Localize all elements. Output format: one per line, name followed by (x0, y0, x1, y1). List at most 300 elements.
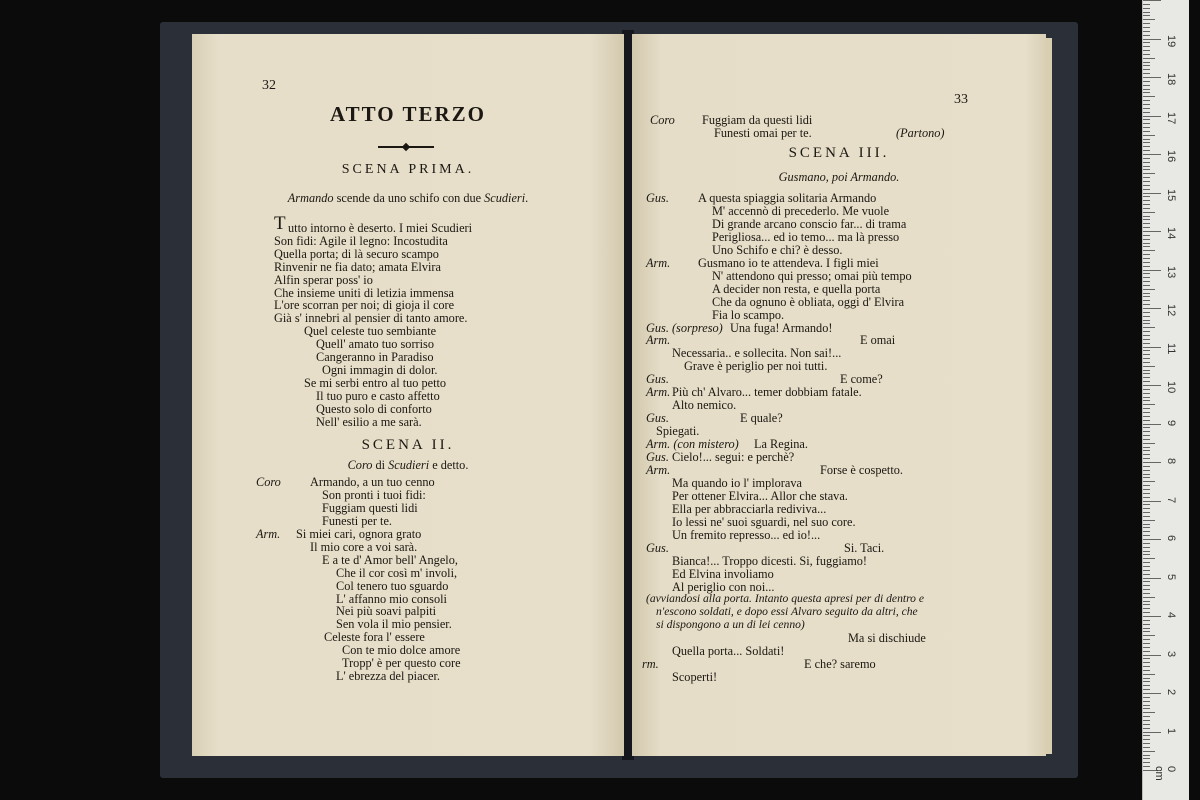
ruler-tick (1143, 254, 1150, 255)
verse-line: Se mi serbi entro al tuo petto (304, 375, 447, 390)
ruler-tick (1143, 385, 1161, 386)
ruler-tick (1143, 150, 1150, 151)
ruler-tick (1143, 262, 1150, 263)
ruler-tick (1143, 235, 1150, 236)
dialogue-line: Un fremito represso... ed io!... (672, 527, 821, 542)
speaker-label: Gus. (646, 191, 669, 205)
ruler-tick (1143, 412, 1150, 413)
dialogue-line: Di grande arcano conscio far... di trama (712, 216, 907, 231)
ruler-tick (1143, 639, 1150, 640)
ruler-tick (1143, 720, 1150, 721)
verse-line: Rinvenir ne fia dato; amata Elvira (274, 259, 441, 274)
ruler-tick (1143, 354, 1150, 355)
ruler-tick (1143, 216, 1150, 217)
ruler-tick (1143, 474, 1150, 475)
ruler-tick (1143, 212, 1155, 213)
ruler-tick (1143, 112, 1150, 113)
ruler-tick (1143, 231, 1161, 232)
ruler-tick (1143, 227, 1150, 228)
ruler-tick (1143, 678, 1150, 679)
ruler-tick (1143, 300, 1150, 301)
speaker-label: Arm. (256, 527, 281, 541)
ruler-tick (1143, 543, 1150, 544)
ruler-tick (1143, 424, 1161, 425)
verse-line: Armando, a un tuo cenno (310, 475, 435, 489)
ruler-number: 7 (1165, 496, 1177, 503)
ruler-tick (1143, 239, 1150, 240)
ruler-tick (1143, 693, 1161, 694)
ruler-number: 11 (1165, 342, 1177, 354)
verse-line: Tropp' è per questo core (342, 656, 461, 670)
ruler-tick (1143, 708, 1150, 709)
ruler-tick (1143, 593, 1150, 594)
verse-line: Che insieme uniti di letizia immensa (274, 285, 454, 300)
ruler-tick (1143, 54, 1150, 55)
ruler-tick (1143, 154, 1161, 155)
ruler-tick (1143, 181, 1150, 182)
ruler-tick (1143, 316, 1150, 317)
verse-line: Fuggiam da questi lidi (702, 113, 813, 127)
ruler-tick (1143, 23, 1150, 24)
ruler-tick (1143, 258, 1150, 259)
page-number: 32 (262, 78, 276, 93)
verse-line: Cangeranno in Paradiso (316, 350, 434, 364)
speaker-label: Arm. (646, 333, 671, 348)
ruler-tick (1143, 724, 1150, 725)
ruler-tick (1143, 601, 1150, 602)
ruler-tick (1143, 289, 1155, 290)
ruler-tick (1143, 497, 1150, 498)
dialogue-line: Ella per abbracciarla rediviva... (672, 501, 827, 516)
ruler-number: 6 (1165, 535, 1177, 542)
ruler-number: 13 (1165, 265, 1177, 278)
verse-line: Il mio core a voi sarà. (310, 539, 418, 554)
ruler-tick (1143, 27, 1150, 28)
ruler-tick (1143, 527, 1150, 528)
ruler-tick (1143, 193, 1161, 194)
speaker-label: Arm. (646, 255, 671, 270)
ruler-tick (1143, 250, 1155, 251)
ruler-number: 5 (1165, 573, 1177, 580)
dialogue-line: Che da ognuno è obliata, oggi d' Elvira (712, 294, 905, 309)
ruler-tick (1143, 404, 1155, 405)
verse-line: Funesti per te. (322, 513, 393, 528)
dialogue-line: Necessaria.. e sollecita. Non sai!... (672, 346, 842, 361)
ruler-tick (1143, 578, 1161, 579)
dialogue-line: Scoperti! (672, 670, 718, 685)
ruler-tick (1143, 608, 1150, 609)
ruler-tick (1143, 716, 1150, 717)
dialogue-line: E omai (860, 333, 896, 348)
dialogue-line: Forse è cospetto. (820, 462, 903, 477)
ruler-tick (1143, 0, 1161, 1)
ruler-tick (1143, 19, 1155, 20)
verse-line: Questo solo di conforto (316, 401, 432, 416)
ruler-tick (1143, 531, 1150, 532)
ruler-tick (1143, 96, 1155, 97)
verse-line: Son fidi: Agile il legno: Incostudita (274, 233, 448, 248)
ruler-tick (1143, 293, 1150, 294)
scene-title: SCENA III. (788, 145, 890, 161)
ruler-tick (1143, 674, 1155, 675)
scene-title: SCENA II. (361, 437, 455, 453)
ruler-tick (1143, 566, 1150, 567)
verse-line: Funesti omai per te. (714, 126, 812, 140)
ruler-tick (1143, 65, 1150, 66)
ruler-tick (1143, 323, 1150, 324)
ruler-tick (1143, 104, 1150, 105)
ruler-tick (1143, 662, 1150, 663)
ruler-tick (1143, 219, 1150, 220)
ruler-tick (1143, 751, 1155, 752)
verse-line: utto intorno è deserto. I miei Scudieri (288, 221, 473, 235)
ruler-tick (1143, 735, 1150, 736)
dialogue-line: E come? (840, 372, 883, 387)
verse-line: Nell' esilio a me sarà. (316, 414, 422, 429)
ruler-tick (1143, 628, 1150, 629)
ruler-tick (1143, 481, 1155, 482)
ruler-tick (1143, 373, 1150, 374)
ruler-tick (1143, 366, 1155, 367)
verse-line: L' ebrezza del piacer. (336, 668, 440, 683)
ruler-number: 3 (1165, 650, 1177, 657)
dialogue-line: M' accennò di precederlo. Me vuole (712, 203, 890, 218)
ruler-tick (1143, 647, 1150, 648)
ruler-number: 12 (1165, 304, 1177, 317)
ruler-tick (1143, 616, 1161, 617)
ruler-tick (1143, 85, 1150, 86)
ruler-tick (1143, 597, 1155, 598)
ruler-tick (1143, 701, 1150, 702)
ruler-tick (1143, 123, 1150, 124)
ruler-tick (1143, 612, 1150, 613)
dialogue-line: Ed Elvina involiamo (672, 566, 774, 581)
ruler-tick (1143, 350, 1150, 351)
ruler-tick (1143, 666, 1150, 667)
ruler-tick (1143, 370, 1150, 371)
speaker-label: rm. (642, 657, 659, 672)
ruler-tick (1143, 158, 1150, 159)
ruler-tick (1143, 620, 1150, 621)
ruler-tick (1143, 512, 1150, 513)
ruler-tick (1143, 562, 1150, 563)
ruler-tick (1143, 58, 1155, 59)
ruler-tick (1143, 739, 1150, 740)
ruler-number: 1 (1165, 727, 1177, 734)
ruler-tick (1143, 408, 1150, 409)
ruler-tick (1143, 377, 1150, 378)
verse-line: Sen vola il mio pensier. (336, 617, 452, 632)
verse-line: Quel celeste tuo sembiante (304, 324, 437, 339)
verse-line: Alfin sperar poss' io (274, 272, 373, 287)
ruler-tick (1143, 358, 1150, 359)
dialogue-line: Bianca!... Troppo dicesti. Si, fuggiamo! (672, 553, 868, 568)
scene-title: SCENA PRIMA. (341, 162, 475, 177)
ruler-tick (1143, 397, 1150, 398)
ruler-tick (1143, 516, 1150, 517)
dialogue-line: Al periglio con noi... (672, 579, 775, 594)
page-number: 33 (954, 92, 968, 107)
verse-line: Nei più soavi palpiti (336, 604, 437, 619)
speaker-label: Gus. (646, 540, 669, 555)
ruler-tick (1143, 685, 1150, 686)
ruler-tick (1143, 462, 1161, 463)
stage-direction-line: n'escono soldati, e dopo essi Alvaro seguito da altri, che (656, 605, 918, 619)
ruler-number: 4 (1165, 612, 1177, 619)
speaker-label: Arm. (con mistero) (646, 437, 739, 452)
ruler-tick (1143, 393, 1150, 394)
ruler-tick (1143, 131, 1150, 132)
dialogue-line: A questa spiaggia solitaria Armando (698, 191, 877, 205)
ruler-tick (1143, 504, 1150, 505)
ruler-tick (1143, 420, 1150, 421)
ruler-tick (1143, 416, 1150, 417)
ruler-tick (1143, 304, 1150, 305)
ruler-tick (1143, 273, 1150, 274)
ruler-number: 0 cm (1153, 766, 1177, 781)
ruler-number: 17 (1165, 111, 1177, 124)
ruler-tick (1143, 12, 1150, 13)
ruler-tick (1143, 285, 1150, 286)
speaker-label: Gus. (646, 411, 669, 426)
stage-direction: Coro di Scudieri e detto. (347, 458, 469, 472)
ruler-tick (1143, 585, 1150, 586)
ruler-tick (1143, 39, 1161, 40)
ruler-tick (1143, 450, 1150, 451)
verse-line: E a te d' Amor bell' Angelo, (322, 552, 458, 567)
measuring-ruler (1142, 0, 1189, 800)
ruler-tick (1143, 62, 1150, 63)
ruler-tick (1143, 270, 1161, 271)
verse-line: Con te mio dolce amore (342, 643, 461, 658)
act-title: ATTO TERZO (330, 102, 486, 126)
ruler-tick (1143, 308, 1161, 309)
ruler-tick (1143, 435, 1150, 436)
dialogue-line: N' attendono qui presso; omai più tempo (712, 268, 912, 283)
ruler-tick (1143, 454, 1150, 455)
speaker-label: Gus. (646, 450, 669, 464)
ruler-tick (1143, 15, 1150, 16)
dialogue-line: Spiegati. (656, 424, 700, 439)
ruler-tick (1143, 200, 1150, 201)
verse-line: Col tenero tuo sguardo (336, 578, 449, 593)
ruler-tick (1143, 643, 1150, 644)
ruler-tick (1143, 69, 1150, 70)
ruler-tick (1143, 581, 1150, 582)
ruler-tick (1143, 389, 1150, 390)
ruler-tick (1143, 89, 1150, 90)
ruler-number: 8 (1165, 458, 1177, 465)
speaker-label: Arm. (646, 462, 671, 477)
ruler-tick (1143, 92, 1150, 93)
ruler-tick (1143, 223, 1150, 224)
ruler-tick (1143, 185, 1150, 186)
ruler-tick (1143, 547, 1150, 548)
ruler-tick (1143, 728, 1150, 729)
ruler-tick (1143, 458, 1150, 459)
ruler-tick (1143, 624, 1150, 625)
ruler-tick (1143, 135, 1155, 136)
ruler-tick (1143, 243, 1150, 244)
left-page (192, 34, 624, 756)
ruler-tick (1143, 747, 1150, 748)
ruler-tick (1143, 31, 1150, 32)
dialogue-line: Uno Schifo e chi? è desso. (712, 242, 843, 257)
ruler-tick (1143, 466, 1150, 467)
ruler-tick (1143, 139, 1150, 140)
ruler-number: 14 (1165, 227, 1177, 240)
ruler-tick (1143, 539, 1161, 540)
stage-direction-line: si dispongono a un di lei cenno) (656, 618, 805, 632)
ruler-tick (1143, 508, 1150, 509)
ruler-tick (1143, 312, 1150, 313)
verse-line: Che il cor così m' involi, (336, 565, 458, 580)
dialogue-line: Alto nemico. (672, 398, 737, 413)
ruler-tick (1143, 146, 1150, 147)
ruler-tick (1143, 477, 1150, 478)
ruler-tick (1143, 8, 1150, 9)
ruler-tick (1143, 347, 1161, 348)
ruler-tick (1143, 520, 1155, 521)
dialogue-line: Più ch' Alvaro... temer dobbiam fatale. (672, 385, 862, 400)
ruler-tick (1143, 658, 1150, 659)
dialogue-line: Ma quando io l' implorava (672, 475, 802, 490)
dialogue-line: Ma si dischiude (848, 631, 926, 646)
ruler-tick (1143, 331, 1150, 332)
verse-line: Il tuo puro e casto affetto (316, 388, 440, 403)
ruler-tick (1143, 489, 1150, 490)
ruler-tick (1143, 589, 1150, 590)
ruler-tick (1143, 743, 1150, 744)
ruler-tick (1143, 73, 1150, 74)
dialogue-line: Fia lo scampo. (712, 307, 785, 322)
verse-line: Già s' innebri al pensier di tanto amore. (274, 311, 468, 326)
stage-direction: (Partono) (896, 126, 945, 140)
ruler-tick (1143, 766, 1150, 767)
ruler-tick (1143, 427, 1150, 428)
ruler-number: 9 (1165, 419, 1177, 426)
ruler-tick (1143, 689, 1150, 690)
ruler-tick (1143, 281, 1150, 282)
ruler-tick (1143, 296, 1150, 297)
ruler-tick (1143, 204, 1150, 205)
dialogue-line: Si. Taci. (844, 540, 885, 555)
ruler-tick (1143, 447, 1150, 448)
dialogue-line: E quale? (740, 411, 783, 426)
ruler-number: 16 (1165, 150, 1177, 163)
dialogue-line: Gusmano io te attendeva. I figli miei (698, 255, 879, 270)
ruler-tick (1143, 81, 1150, 82)
ruler-tick (1143, 655, 1161, 656)
ruler-tick (1143, 485, 1150, 486)
ruler-tick (1143, 524, 1150, 525)
ruler-tick (1143, 116, 1161, 117)
ruler-tick (1143, 651, 1150, 652)
stage-direction: Gusmano, poi Armando. (778, 170, 900, 184)
ruler-tick (1143, 400, 1150, 401)
verse-line: Quella porta; di là securo scampo (274, 246, 439, 261)
dialogue-line: E che? saremo (804, 657, 876, 672)
ruler-tick (1143, 635, 1155, 636)
verse-line: Si miei cari, ognora grato (296, 527, 422, 541)
ruler-tick (1143, 108, 1150, 109)
speaker-label: Coro (256, 475, 281, 489)
verse-line: Celeste fora l' essere (324, 630, 425, 645)
ruler-tick (1143, 339, 1150, 340)
ruler-tick (1143, 712, 1155, 713)
ruler-tick (1143, 535, 1150, 536)
ruler-tick (1143, 381, 1150, 382)
dialogue-line: Per ottener Elvira... Allor che stava. (672, 488, 848, 503)
verse-line: Son pronti i tuoi fidi: (322, 487, 426, 502)
ruler-number: 18 (1165, 73, 1177, 86)
ruler-tick (1143, 558, 1155, 559)
ruler-tick (1143, 439, 1150, 440)
ruler-tick (1143, 169, 1150, 170)
ruler-tick (1143, 50, 1150, 51)
ruler-tick (1143, 551, 1150, 552)
speaker-label: Gus. (646, 372, 669, 387)
ruler-number: 10 (1165, 381, 1177, 394)
ruler-tick (1143, 501, 1161, 502)
dialogue-line: Quella porta... Soldati! (672, 644, 785, 659)
dialogue-line: A decider non resta, e quella porta (712, 281, 881, 296)
ruler-tick (1143, 554, 1150, 555)
drop-cap: T (274, 213, 286, 234)
ruler-tick (1143, 142, 1150, 143)
ruler-tick (1143, 42, 1150, 43)
ruler-tick (1143, 46, 1150, 47)
ruler-tick (1143, 604, 1150, 605)
ruler-tick (1143, 705, 1150, 706)
ruler-tick (1143, 119, 1150, 120)
stage-direction: Armando scende da uno schifo con due Scudieri. (287, 191, 529, 205)
ruler-tick (1143, 208, 1150, 209)
ruler-tick (1143, 77, 1161, 78)
ruler-tick (1143, 670, 1150, 671)
ruler-tick (1143, 277, 1150, 278)
dialogue-line: Io lessi ne' suoi sguardi, nel suo core. (672, 514, 856, 529)
ruler-tick (1143, 189, 1150, 190)
ornament-divider (378, 146, 434, 148)
dialogue-line: Grave è periglio per noi tutti. (684, 359, 828, 374)
ruler-tick (1143, 100, 1150, 101)
dialogue-line: Perigliosa... ed io temo... ma là presso (712, 229, 900, 244)
dialogue-line: Cielo!... segui: e perchè? (672, 450, 795, 464)
ruler-tick (1143, 335, 1150, 336)
ruler-tick (1143, 343, 1150, 344)
stage-direction-line: (avviandosi alla porta. Intanto questa apresi per di dentro e (646, 592, 925, 606)
ruler-tick (1143, 443, 1155, 444)
ruler-tick (1143, 732, 1161, 733)
ruler-tick (1143, 570, 1150, 571)
ruler-tick (1143, 681, 1150, 682)
ruler-number: 2 (1165, 689, 1177, 696)
ruler-tick (1143, 177, 1150, 178)
dialogue-line: Una fuga! Armando! (730, 320, 833, 335)
dialogue-line: La Regina. (754, 437, 808, 452)
ruler-tick (1143, 327, 1155, 328)
ruler-tick (1143, 266, 1150, 267)
speaker-label: Gus. (sorpreso) (646, 320, 723, 335)
speaker-label: Coro (650, 113, 675, 127)
ruler-tick (1143, 431, 1150, 432)
ruler-number: 19 (1165, 34, 1177, 47)
ruler-tick (1143, 166, 1150, 167)
ruler-tick (1143, 762, 1150, 763)
speaker-label: Arm. (646, 385, 671, 400)
ruler-tick (1143, 470, 1150, 471)
